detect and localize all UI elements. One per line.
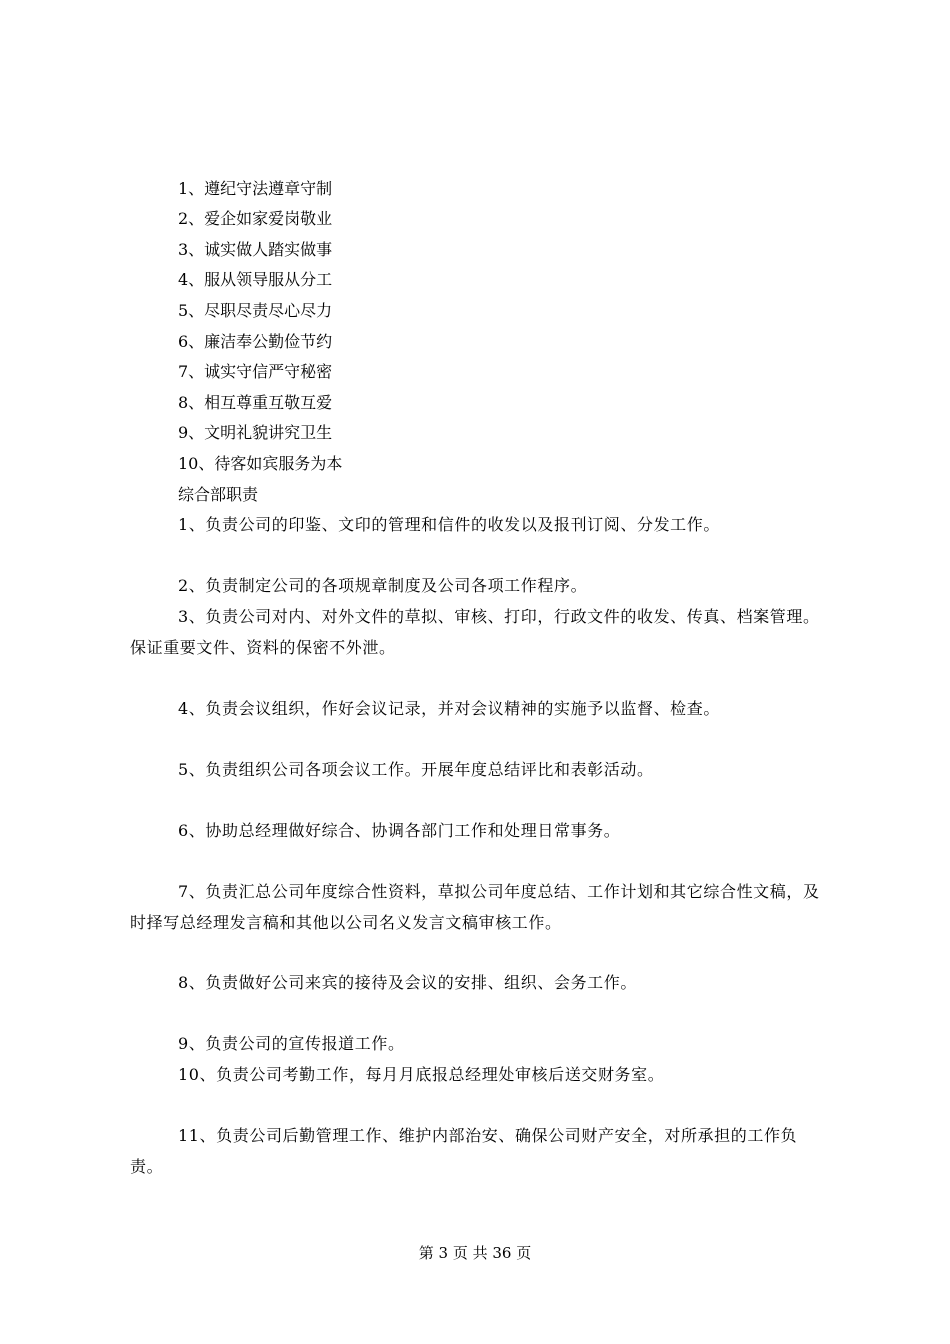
duty-paragraph: 1、负责公司的印鉴、文印的管理和信件的收发以及报刊订阅、分发工作。: [178, 515, 720, 534]
rule-item: 10、待客如宾服务为本: [178, 454, 343, 473]
rule-item: 3、诚实做人踏实做事: [178, 240, 333, 259]
rule-item: 6、廉洁奉公勤俭节约: [178, 332, 333, 351]
rule-item: 9、文明礼貌讲究卫生: [178, 423, 333, 442]
duty-paragraph: 6、协助总经理做好综合、协调各部门工作和处理日常事务。: [178, 821, 621, 840]
duty-paragraph: 5、负责组织公司各项会议工作。开展年度总结评比和表彰活动。: [178, 760, 654, 779]
duty-paragraph: 11、负责公司后勤管理工作、维护内部治安、确保公司财产安全，对所承担的工作负责。: [130, 1126, 798, 1176]
duty-paragraph: 8、负责做好公司来宾的接待及会议的安排、组织、会务工作。: [178, 973, 637, 992]
rule-item: 4、服从领导服从分工: [178, 270, 333, 289]
duty-paragraph: 7、负责汇总公司年度综合性资料，草拟公司年度总结、工作计划和其它综合性文稿，及时择写总经理发言稿和其他以公司名义发言文稿审核工作。: [130, 882, 820, 932]
duty-paragraph: 9、负责公司的宣传报道工作。: [178, 1034, 405, 1053]
rule-item: 7、诚实守信严守秘密: [178, 362, 333, 381]
section-title: 综合部职责: [178, 485, 259, 504]
duty-paragraph: 2、负责制定公司的各项规章制度及公司各项工作程序。: [178, 576, 588, 595]
duty-paragraph: 3、负责公司对内、对外文件的草拟、审核、打印，行政文件的收发、传真、档案管理。保证重要文件、资料的保密不外泄。: [130, 607, 820, 657]
duty-paragraph: 4、负责会议组织，作好会议记录，并对会议精神的实施予以监督、检查。: [178, 699, 720, 718]
rule-item: 8、相互尊重互敬互爱: [178, 393, 333, 412]
duty-paragraph: 10、负责公司考勤工作，每月月底报总经理处审核后送交财务室。: [178, 1065, 665, 1084]
rule-item: 2、爱企如家爱岗敬业: [178, 209, 333, 228]
page-footer: 第 3 页 共 36 页: [418, 1244, 532, 1262]
rule-item: 1、遵纪守法遵章守制: [178, 179, 333, 198]
rule-item: 5、尽职尽责尽心尽力: [178, 301, 333, 320]
